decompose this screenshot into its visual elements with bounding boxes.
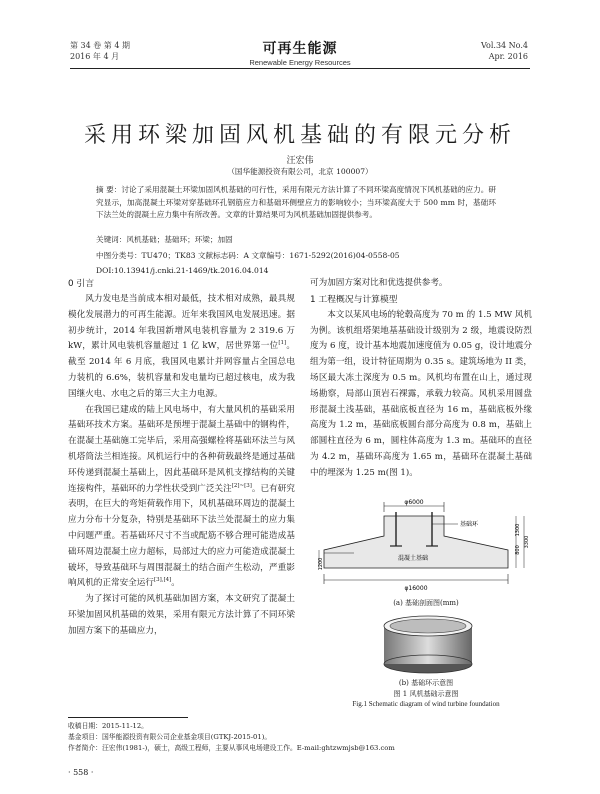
journal-title-cn: 可再生能源 xyxy=(262,41,338,57)
paper-title: 采用环梁加固风机基础的有限元分析 xyxy=(83,123,516,148)
issue-date-en: Apr. 2016 xyxy=(488,52,528,61)
concrete-label: 混凝土基础 xyxy=(398,555,429,562)
right-column xyxy=(310,276,532,482)
ring-label: 基础环 xyxy=(460,521,479,528)
paragraph: 为了探讨可能的风机基础加固方案，本文研究了混凝土环梁加固风机基础的效果，采用有限元方法计算了不同环梁加固方案下的基础应力， xyxy=(68,594,295,636)
volume-issue: 第 34 卷 第 4 期 xyxy=(70,41,130,50)
foundation-ring-figure xyxy=(378,612,478,676)
dim-3300: 3300 xyxy=(524,535,530,549)
affiliation: （国华能源投资有限公司，北京 100007） xyxy=(227,167,373,176)
paragraph-text: 。已有研究表明，在巨大的弯矩荷载作用下，风机基础环周边的混凝土应力分布十分复杂，特别是基础环下法兰处混凝土的应力集中问题严重。若基础环尺寸不当或配筋不够合理可能造成基础环周边混凝土应力超标，局部过大的应力可能造成混凝土破坏，导致基础环与周围混凝土的结合面产生松动，严重影响风机的正常安全运行 xyxy=(68,483,295,589)
paragraph xyxy=(68,292,295,403)
left-column xyxy=(68,292,295,640)
header-rule xyxy=(70,68,530,69)
paragraph-text: 在我国已建成的陆上风电场中，有大量风机的基础采用基础环技术方案。基础环是预埋于混凝土基础中的钢构件，在混凝土基础施工完毕后，采用高强螺栓将基础环法兰与风机塔筒法兰相连接。风机运行中的各种荷载最终是通过基础环传递到混凝土基础上，因此基础环是风机支撑结构的关键连接构件，基础环的力学性状受到广泛关注 xyxy=(68,404,295,494)
dim-1300: 1300 xyxy=(515,523,521,537)
bottom-dimension-label: φ16000 xyxy=(404,585,428,592)
abstract-text: 讨论了采用混凝土环梁加固风机基础的可行性，采用有限元方法计算了不同环梁高度情况下风机基础的应力。研究显示，加高混凝土环梁对穿基础环孔钢筋应力和基础环侧壁应力的影响较小；当环梁高度大于 500 mm 时，基础环下法兰处的混凝土应力集中有所改善。文章的计算结果可为风机基础加固提供参考。 xyxy=(96,185,496,219)
doi: DOI:10.13941/j.cnki.21-1469/tk.2016.04.014 xyxy=(96,266,269,275)
footnote-received: 收稿日期：2015-11-12。 xyxy=(68,722,148,730)
figure-caption-b: (b) 基础环示意图 xyxy=(398,679,454,687)
issue-date: 2016 年 4 月 xyxy=(70,52,120,61)
volume-issue-en: Vol.34 No.4 xyxy=(481,41,528,50)
citation: [2]~[3] xyxy=(231,482,252,489)
header-right xyxy=(481,40,528,62)
footnotes xyxy=(68,721,538,754)
figure-caption-a: (a) 基础剖面图(mm) xyxy=(393,599,459,607)
dim-800: 800 xyxy=(515,545,521,555)
figure-caption-cn: 图 1 风机基础示意图 xyxy=(393,690,459,698)
section-1-heading: 1 工程概况与计算模型 xyxy=(310,294,398,305)
citation: [1] xyxy=(278,340,287,347)
abstract-label: 摘 要： xyxy=(96,185,122,194)
paragraph: 本文以某风电场的轮毂高度为 70 m 的 1.5 MW 风机为例。该机组塔架地基基础设计级别为 2 级，地震设防烈度为 6 度，设计基本地震加速度值为 0.05 g，设计地震分组为第一组，设计特征周期为 0.35 s。建筑场地为 II 类，场区最大冻土深度为 0.5 m。风机均布置在山上，通过现场勘察，局部山顶岩石裸露，承载力较高。风机采用圆盘形混凝土浅基础，基础底板直径为 16 m，基础底板外缘高度为 1.2 m，基础底板圆台部分高度为 0.8 m，基础上部圆柱直径为 6 m，圆柱体高度为 1.3 m。基础环的直径为 4.2 m，基础环高度为 1.65 m，基础环在混凝土基础中的埋深为 1.25 m(图 1)。 xyxy=(310,309,532,478)
footnote-funding: 基金项目：国华能源投资有限公司企业基金项目(GTKJ-2015-01)。 xyxy=(68,733,272,741)
paragraph-text: 。截至 2014 年 6 月底，我国风电累计并网容量占全国总电力装机的 6.6%，装机容量和发电量均已超过核电，成为我国继火电、水电之后的第三大主力电源。 xyxy=(68,341,295,399)
page-number: · 558 · xyxy=(68,768,94,777)
journal-title-en: Renewable Energy Resources xyxy=(249,58,351,67)
paragraph: 在我国已建成的陆上风电场中，有大量风机的基础采用基础环技术方案。基础环是预埋于混凝土基础中的钢构件，在混凝土基础施工完毕后，采用高强螺栓将基础环法兰与风机塔筒法兰相连接。风机运行中的各种荷载最终是通过基础环传递到混凝土基础上，因此基础环是风机支撑结构的关键连接构件，基础环的力学性状受到广泛关注[2]~[3]。已有研究表明，在巨大的弯矩荷载作用下，风机基础环周边的混凝土应力分布十分复杂，特别是基础环下法兰处混凝土的应力集中问题严重。若基础环尺寸不当或配筋不够合理可能造成基础环周边混凝土应力超标，局部过大的应力可能造成混凝土破坏，导致基础环与周围混凝土的结合面产生松动，严重影响风机的正常安全运行[3],[4]。 xyxy=(68,404,295,589)
footnote-rule xyxy=(68,717,188,718)
section-0-heading: 0 引言 xyxy=(68,279,94,289)
top-dimension-label: φ6000 xyxy=(404,499,424,506)
abstract xyxy=(96,184,496,222)
classification-line: 中图分类号：TU470；TK83 文献标志码：A 文章编号：1671-5292(2016)04-0558-05 xyxy=(96,251,400,260)
keywords: 关键词：风机基础；基础环；环梁；加固 xyxy=(96,235,233,244)
dim-1200: 1200 xyxy=(318,557,324,571)
citation: [3],[4] xyxy=(153,577,172,584)
paragraph-text: 风力发电是当前成本相对最低，技术相对成熟，最具规模化发展潜力的可再生能源。近年来我国风电发展迅速。据初步统计，2014 年我国新增风电装机容量为 2 319.6 万 kW，累计风电装机容量超过 1 亿 kW，居世界第一位 xyxy=(68,294,295,352)
figure-caption-en: Fig.1 Schematic diagram of wind turbine foundation xyxy=(352,700,500,708)
foundation-section-figure xyxy=(318,498,534,594)
footnote-author: 作者简介：汪宏伟(1981-)，硕士，高级工程师，主要从事风电场建设工作。E-mail:ghtzwmjsb@163.com xyxy=(68,744,395,752)
author: 汪宏伟 xyxy=(286,156,314,166)
paragraph-continuation: 可为加固方案对比和优选提供参考。 xyxy=(310,278,448,288)
